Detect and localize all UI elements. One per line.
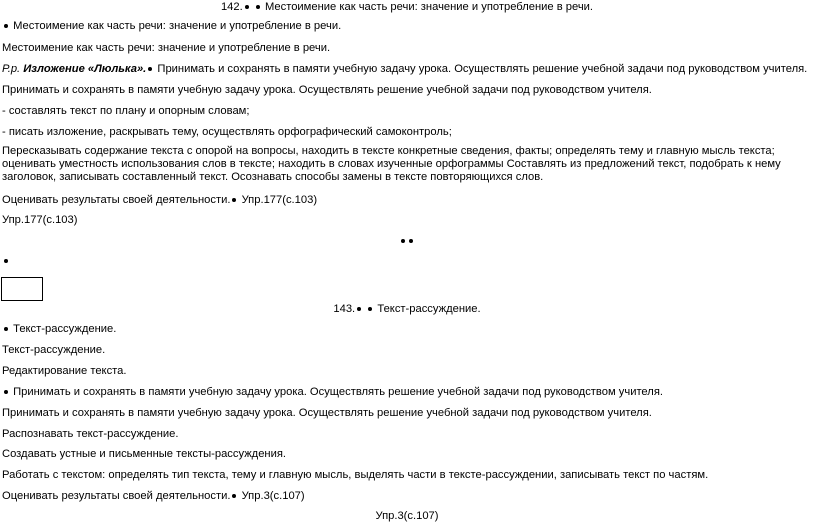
bullet-icon bbox=[256, 5, 260, 9]
skill-line: - писать изложение, раскрывать тему, осуществлять орфографический самоконтроль; bbox=[2, 126, 452, 138]
bullet-icon bbox=[232, 198, 236, 202]
bullet-icon bbox=[4, 327, 8, 331]
bullet-icon bbox=[4, 390, 8, 394]
activity-paragraph: Пересказывать содержание текста с опорой на вопросы, находить в тексте конкретные сведения, факты; определять тему и главную мысль текста; оценивать уместность использования слов в тексте; находить в словах изученные орфограммы Составлять из предложений текст, подобрать к нему заголовок, записывать составленный текст. Осознавать способы замены в тексте повторяющихся слов. bbox=[2, 145, 781, 183]
bullet-icon bbox=[232, 494, 236, 498]
lesson-143-heading bbox=[2, 303, 812, 316]
topic-line: Местоимение как часть речи: значение и употребление в речи. bbox=[2, 42, 331, 54]
rr-text: Принимать и сохранять в памяти учебную задачу урока. Осуществлять решение учебной задачи под руководством учителя. bbox=[157, 63, 808, 75]
bullet-icon bbox=[368, 307, 372, 311]
evaluation-text: Оценивать результаты своей деятельности. bbox=[2, 490, 231, 502]
lesson-title: Текст-рассуждение. bbox=[377, 303, 481, 315]
lesson-number: 142. bbox=[220, 1, 243, 13]
activity-line: Работать с текстом: определять тип текста, тему и главную мысль, выделять части в тексте-рассуждении, записывать текст по частям. bbox=[2, 469, 709, 481]
evaluation-text: Оценивать результаты своей деятельности. bbox=[2, 194, 231, 206]
rr-line bbox=[2, 63, 812, 76]
topic-text: Местоимение как часть речи: значение и употребление в речи. bbox=[13, 20, 342, 32]
goal-line: Принимать и сохранять в памяти учебную задачу урока. Осуществлять решение учебной задачи под руководством учителя. bbox=[2, 84, 652, 96]
exercise-line: Упр.177(с.103) bbox=[2, 214, 78, 226]
lesson-number: 143. bbox=[333, 303, 356, 315]
separator-bullets bbox=[2, 235, 812, 248]
empty-box bbox=[1, 277, 43, 301]
topic-bullet-line bbox=[2, 20, 812, 33]
bullet-icon bbox=[4, 259, 8, 263]
topic-bullet-line bbox=[2, 323, 812, 336]
exercise-ref: Упр.177(с.103) bbox=[241, 194, 318, 206]
bullet-icon bbox=[409, 239, 413, 243]
goal-bullet-line bbox=[2, 386, 812, 399]
skill-line: Распознавать текст-рассуждение. bbox=[2, 428, 179, 440]
separator-bullet-left bbox=[2, 255, 812, 268]
skill-line: - составлять текст по плану и опорным словам; bbox=[2, 105, 250, 117]
bullet-icon bbox=[148, 67, 152, 71]
skill-line: Создавать устные и письменные тексты-рассуждения. bbox=[2, 448, 287, 460]
rr-prefix: Р.р. bbox=[2, 63, 21, 75]
lesson-142-heading bbox=[2, 1, 812, 14]
topic-line: Редактирование текста. bbox=[2, 365, 127, 377]
bullet-icon bbox=[245, 5, 249, 9]
exercise-ref: Упр.3(с.107) bbox=[241, 490, 305, 502]
topic-text: Текст-рассуждение. bbox=[13, 323, 117, 335]
goal-text: Принимать и сохранять в памяти учебную задачу урока. Осуществлять решение учебной задачи под руководством учителя. bbox=[13, 386, 663, 398]
footer-exercise: Упр.3(с.107) bbox=[375, 510, 439, 522]
evaluation-line bbox=[2, 194, 812, 207]
bullet-icon bbox=[401, 239, 405, 243]
topic-line: Текст-рассуждение. bbox=[2, 344, 106, 356]
lesson-title: Местоимение как часть речи: значение и употребление в речи. bbox=[264, 1, 594, 13]
goal-line: Принимать и сохранять в памяти учебную задачу урока. Осуществлять решение учебной задачи под руководством учителя. bbox=[2, 407, 652, 419]
rr-title: Изложение «Люлька». bbox=[23, 63, 147, 75]
bullet-icon bbox=[4, 24, 8, 28]
evaluation-line bbox=[2, 490, 812, 503]
bullet-icon bbox=[357, 307, 361, 311]
